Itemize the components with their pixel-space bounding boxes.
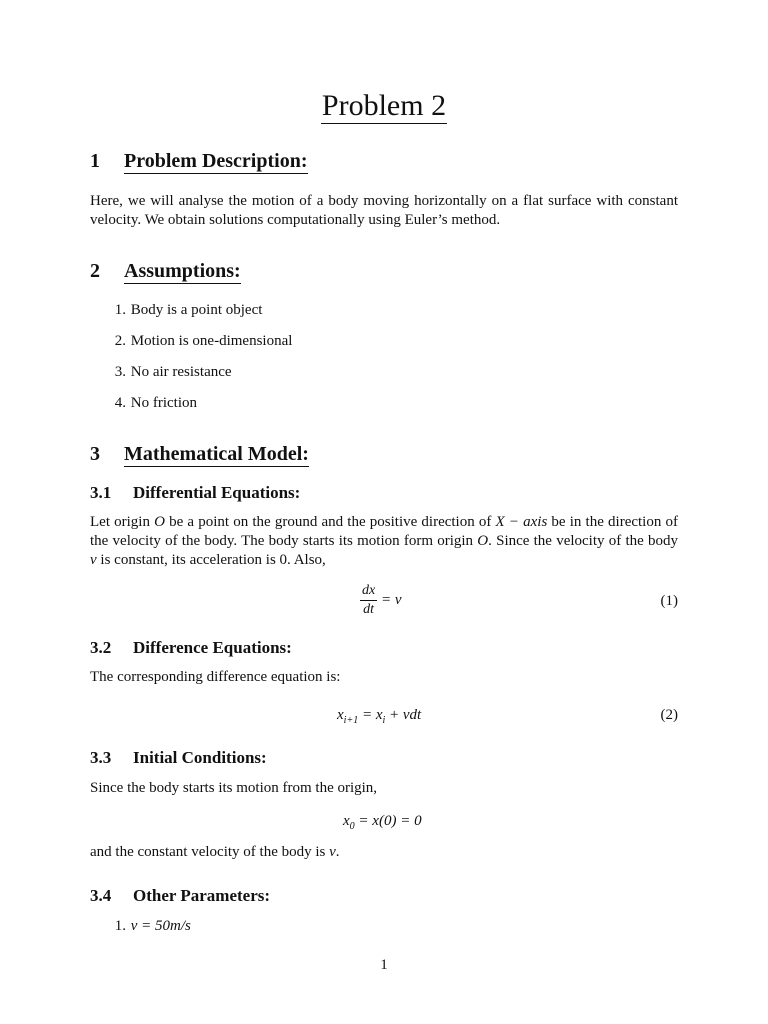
- equation-2: $x_{i+1} = x_i$ + vdt: [337, 707, 422, 726]
- list-item: 2. Motion is one-dimensional: [114, 333, 293, 349]
- subsection-heading-differential-equations: 3.1 Differential Equations:: [90, 483, 301, 502]
- list-item: 1. Body is a point object: [114, 302, 263, 318]
- problem-description-paragraph: Here, we will analyse the motion of a body moving horizontally on a flat surface with constant velocity. We obtain solutions computationally using Euler’s method.: [90, 193, 678, 228]
- page-number: 1: [380, 957, 388, 973]
- list-item: 1. v = 50m/s: [114, 918, 191, 934]
- page-title: Problem 2: [321, 89, 447, 122]
- section-heading-assumptions: 2 Assumptions:: [90, 260, 241, 282]
- equation-1: $\frac{dx}{dt}$ = v: [362, 583, 402, 617]
- subsection-heading-initial-conditions: 3.3 Initial Conditions:: [90, 748, 267, 767]
- subsection-heading-other-parameters: 3.4 Other Parameters:: [90, 886, 271, 905]
- document-page: [90, 0, 678, 1024]
- difference-equations-paragraph: The corresponding difference equation is:: [90, 669, 341, 685]
- initial-conditions-paragraph: Since the body starts its motion from the origin,: [90, 780, 378, 796]
- fraction: $\frac{dx}{dt}$: [362, 583, 376, 617]
- equation-initial-condition: $x_0 = x(0) = 0$: [343, 813, 422, 832]
- section-heading-mathematical-model: 3 Mathematical Model:: [90, 443, 309, 465]
- constant-velocity-paragraph: and the constant velocity of the body is v.: [90, 844, 340, 860]
- equation-1-label: (1): [660, 593, 678, 609]
- subsection-heading-difference-equations: 3.2 Difference Equations:: [90, 638, 292, 657]
- equation-2-label: (2): [660, 707, 678, 723]
- list-item: 4. No friction: [114, 395, 197, 411]
- differential-equations-paragraph: Let origin O be a point on the ground and the positive direction of X − axis be in the direction of the velocity of the body. The body starts its motion form origin O. Since the velocity of the body v is constant, its acceleration is 0. Also,: [90, 514, 678, 568]
- section-heading-problem-description: 1 Problem Description:: [90, 150, 308, 172]
- list-item: 3. No air resistance: [114, 364, 232, 380]
